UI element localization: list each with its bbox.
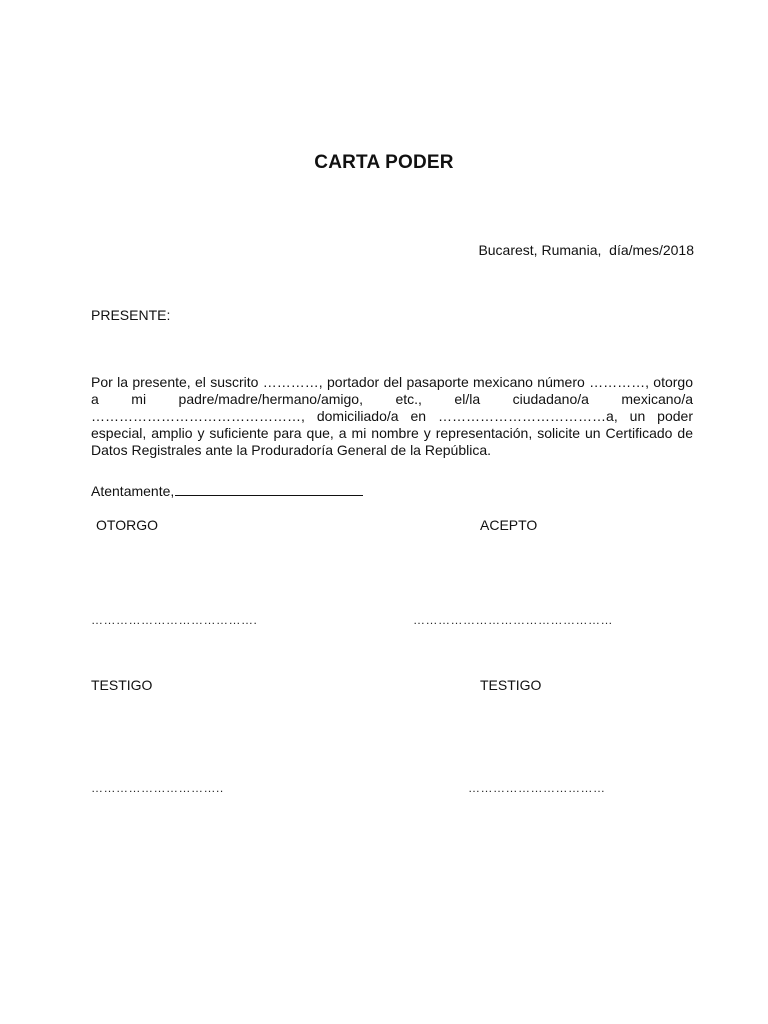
closing-line xyxy=(91,483,363,499)
signature-underline xyxy=(175,483,363,496)
testigo-label-left: TESTIGO xyxy=(91,677,153,693)
testigo-signature-line-right: …………………………… xyxy=(468,781,606,795)
salutation: PRESENTE: xyxy=(91,307,171,323)
testigo-signature-line-left: ………………………….. xyxy=(91,781,224,795)
document-title: CARTA PODER xyxy=(314,152,454,173)
place-date: Bucarest, Rumania, día/mes/2018 xyxy=(478,242,694,258)
body-paragraph: Por la presente, el suscrito …………, portador del pasaporte mexicano número …………, otorgo a mi padre/madre/hermano/amigo, etc., el/la ciudadano/a mexicano/a ………………………………………, domiciliado/a en ………………………………a, un poder especial, amplio y suficiente para que, a mi nombre y representación, solicite un Certificado de Datos Registrales ante la Produradoría General de la República. xyxy=(91,374,693,458)
otorgo-signature-line: …………………………………. xyxy=(91,613,258,627)
otorgo-label: OTORGO xyxy=(96,517,158,533)
acepto-signature-line: ………………………………………… xyxy=(413,613,613,627)
acepto-label: ACEPTO xyxy=(480,517,538,533)
testigo-label-right: TESTIGO xyxy=(480,677,542,693)
closing-text: Atentamente, xyxy=(91,483,175,499)
